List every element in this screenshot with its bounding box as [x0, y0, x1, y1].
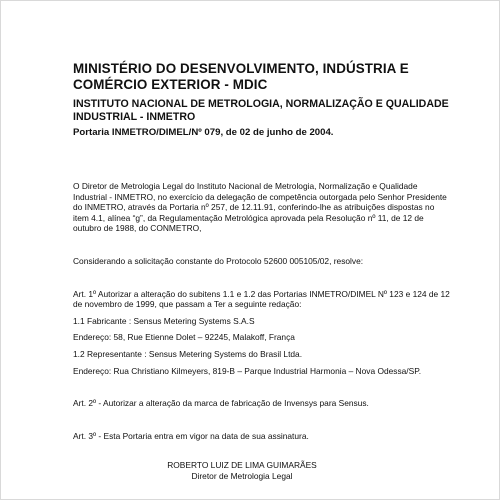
- item-1-1-manufacturer: 1.1 Fabricante : Sensus Metering Systems S.A.S: [73, 315, 255, 326]
- manufacturer-address: Endereço: 58, Rue Etienne Dolet – 92245, Malakoff, França: [73, 332, 295, 343]
- institute-heading: INSTITUTO NACIONAL DE METROLOGIA, NORMALIZAÇÃO E QUALIDADE INDUSTRIAL - INMETRO: [73, 98, 449, 123]
- item-1-2-representative: 1.2 Representante : Sensus Metering Systems do Brasil Ltda.: [73, 348, 303, 359]
- article-3: Art. 3º - Esta Portaria entra em vigor na data de sua assinatura.: [73, 430, 309, 441]
- portaria-title: Portaria INMETRO/DIMEL/Nº 079, de 02 de junho de 2004.: [73, 127, 334, 138]
- considering-paragraph: Considerando a solicitação constante do Protocolo 52600 005105/02, resolve:: [73, 255, 364, 266]
- signatory-name: ROBERTO LUIZ DE LIMA GUIMARÃES: [167, 460, 317, 471]
- intro-paragraph: O Diretor de Metrologia Legal do Instituto Nacional de Metrologia, Normalização e Qualidade Industrial - INMETRO, no exercício da delegação de competência outorgada pelo Senhor Presidente do INMETRO, através da Portaria nº 257, de 12.11.91, conferindo-lhe as atribuições dispostas no item 4.1, alínea “g”, da Regulamentação Metrológica aprovada pela Resolução nº 11, de 12 de outubro de 1988, do CONMETRO,: [73, 181, 447, 234]
- article-1: Art. 1º Autorizar a alteração do subitens 1.1 e 1.2 das Portarias INMETRO/DIMEL Nº 123 e 124 de 12 de novembro de 1999, que passam a Ter a seguinte redação:: [73, 288, 450, 310]
- signature-block: [73, 460, 451, 482]
- ministry-heading: MINISTÉRIO DO DESENVOLVIMENTO, INDÚSTRIA E COMÉRCIO EXTERIOR - MDIC: [73, 61, 409, 92]
- representative-address: Endereço: Rua Christiano Kilmeyers, 819-B – Parque Industrial Harmonia – Nova Odessa/SP.: [73, 365, 422, 376]
- signatory-title: Diretor de Metrologia Legal: [191, 471, 293, 482]
- article-2: Art. 2º - Autorizar a alteração da marca de fabricação de Invensys para Sensus.: [73, 398, 369, 409]
